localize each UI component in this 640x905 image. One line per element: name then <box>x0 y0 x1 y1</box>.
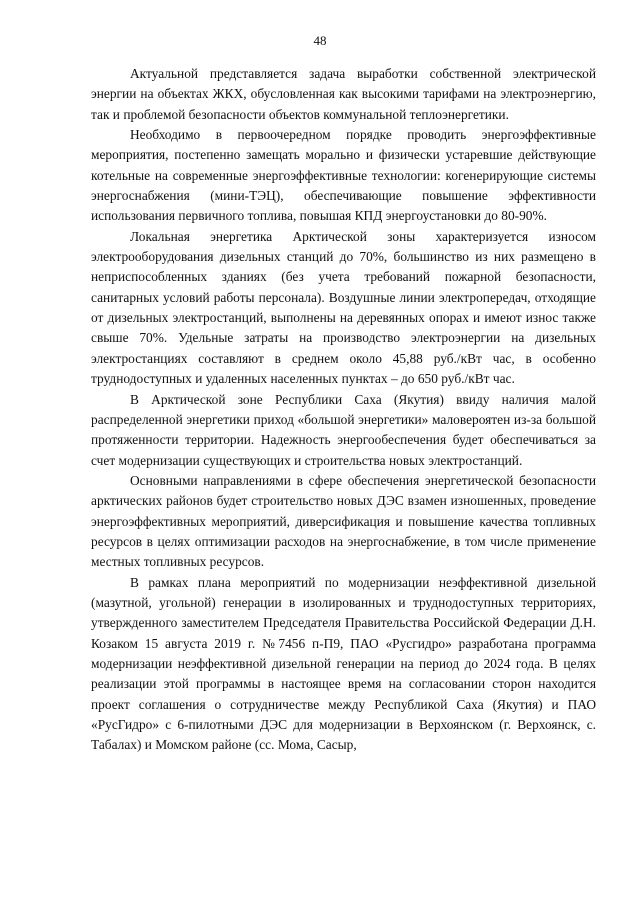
paragraph-6: В рамках плана мероприятий по модернизации неэффективной дизельной (мазутной, угольной) генерации в изолированных и труднодоступных территориях, утвержденного заместителем Председателя Правительства Российской Федерации Д.Н. Козаком 15 августа 2019 г. №7456 п-П9, ПАО «Русгидро» разработана программа модернизации неэффективной дизельной генерации на период до 2024 года. В целях реализации этой программы в настоящее время на согласовании сторон находится проект соглашения о сотрудничестве между Республикой Саха (Якутия) и ПАО «РусГидро» с 6-пилотными ДЭС для модернизации в Верхоянском (г. Верхоянск, с. Табалах) и Момском районе (сс. Мома, Сасыр, <box>91 574 596 753</box>
paragraph-2: Необходимо в первоочередном порядке проводить энергоэффективные мероприятия, постепенно замещать морально и физически устаревшие действующие котельные на современные энергоэффективные технологии: когенерирующие системы энергоснабжения (мини-ТЭЦ), обеспечивающие повышение эффективности использования первичного топлива, повышая КПД энергоустановки до 80-90%. <box>91 127 596 224</box>
paragraph-3: Локальная энергетика Арктической зоны характеризуется износом электрооборудования дизельных станций до 70%, большинство из них размещено в неприспособленных зданиях (без учета требований пожарной безопасности, санитарных условий работы персонала). Воздушные линии электропередач, отходящие от дизельных электростанций, выполнены на деревянных опорах и имеют износ также свыше 70%. Удельные затраты на производство электроэнергии на дизельных электростанциях составляют в среднем около 45,88 руб./кВт час, в особенно труднодоступных и удаленных населенных пунктах – до 650 руб./кВт час. <box>91 228 596 387</box>
paragraph-5: Основными направлениями в сфере обеспечения энергетической безопасности арктических районов будет строительство новых ДЭС взамен изношенных, проведение энергоэффективных мероприятий, диверсификация и повышение качества топливных ресурсов в целях оптимизации расходов на энергоснабжение, в том числе применение местных топливных ресурсов. <box>91 472 596 570</box>
document-body <box>91 64 596 756</box>
paragraph-4: В Арктической зоне Республики Саха (Якутия) ввиду наличия малой распределенной энергетики приход «большой энергетики» маловероятен из-за большой протяженности территории. Надежность энергообеспечения будет обеспечиваться за счет модернизации существующих и строительства новых электростанций. <box>91 391 596 468</box>
page-number: 48 <box>313 33 327 48</box>
paragraph-1: Актуальной представляется задача выработки собственной электрической энергии на объектах ЖКХ, обусловленная как высокими тарифами на электроэнергию, так и проблемой безопасности объектов коммунальной теплоэнергетики. <box>91 66 596 122</box>
